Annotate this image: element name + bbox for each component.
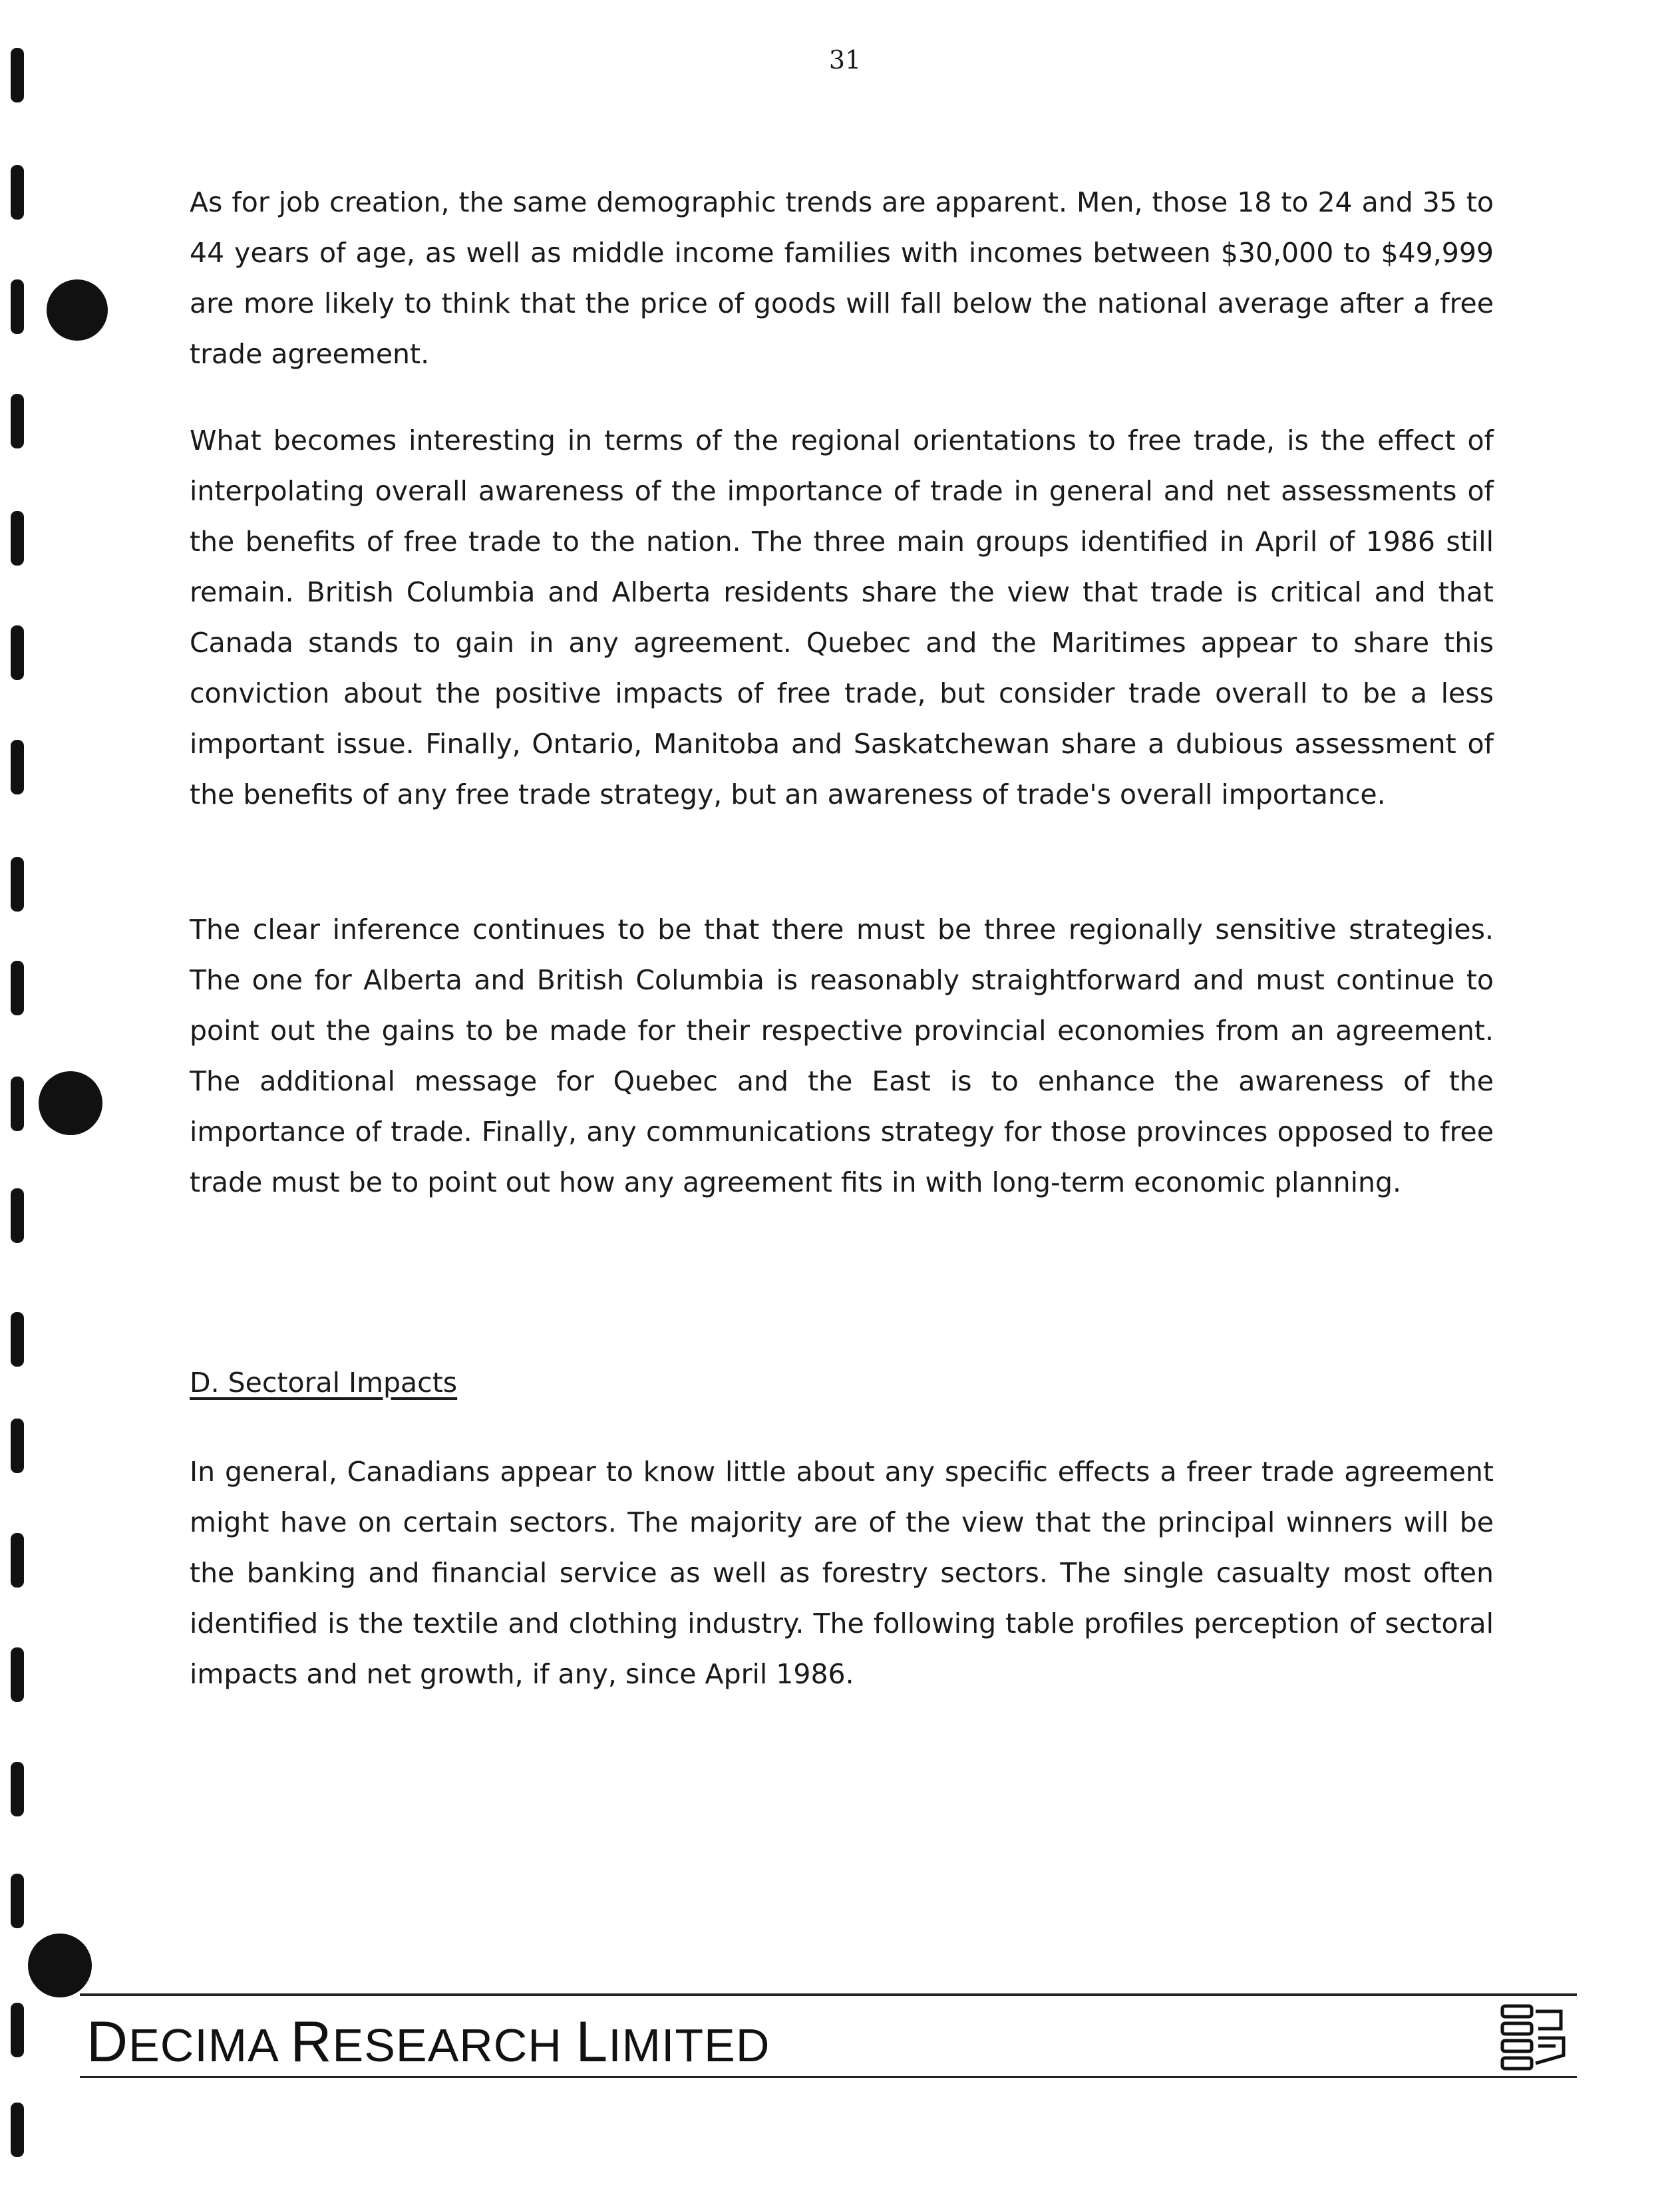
punch-hole: [28, 1934, 92, 1997]
page-number: 31: [828, 45, 862, 75]
binder-mark: [11, 165, 24, 220]
binder-mark: [11, 1647, 24, 1702]
binder-mark: [11, 1533, 24, 1588]
binder-mark: [11, 1762, 24, 1816]
binder-mark: [11, 1874, 24, 1928]
binder-mark: [11, 2003, 24, 2057]
punch-hole: [47, 279, 108, 341]
binder-mark: [11, 279, 24, 334]
binder-mark: [11, 1419, 24, 1473]
footer-rule-bottom: [80, 2076, 1577, 2078]
binder-mark: [11, 1077, 24, 1131]
punch-hole: [39, 1071, 102, 1135]
binder-mark: [11, 1312, 24, 1367]
body-paragraph: In general, Canadians appear to know little about any specific effects a freer trade agreement might have on certain sectors. The majority are of the view that the principal winners will be the banking and financial service as well as forestry sectors. The single casualty most often identified is the textile and clothing industry. The following table profiles perception of sectoral impacts and net growth, if any, since April 1986.: [190, 1456, 1494, 1690]
body-paragraph: What becomes interesting in terms of the regional orientations to free trade, is the effect of interpolating overall awareness of the importance of trade in general and net assessments of the benefits of free trade to the nation. The three main groups identified in April of 1986 still remain. British Columbia and Alberta residents share the view that trade is critical and that Canada stands to gain in any agreement. Quebec and the Maritimes appear to share this conviction about the positive impacts of free trade, but consider trade overall to be a less important issue. Finally, Ontario, Manitoba and Saskatchewan share a dubious assessment of the benefits of any free trade strategy, but an awareness of trade's overall importance.: [190, 424, 1494, 810]
binder-mark: [11, 48, 24, 102]
footer-rule-top: [80, 1993, 1577, 1996]
binder-mark: [11, 740, 24, 794]
body-paragraph: As for job creation, the same demographic trends are apparent. Men, those 18 to 24 and 35 to 44 years of age, as well as middle income families with incomes between $30,000 to $49,999 are more likely to think that the price of goods will fall below the national average after a free trade agreement.: [190, 186, 1494, 370]
decima-emblem-icon: [1497, 1999, 1570, 2073]
binder-mark: [11, 625, 24, 680]
body-paragraph: The clear inference continues to be that there must be three regionally sensitive strategies. The one for Alberta and British Columbia is reasonably straightforward and must continue to point out the gains to be made for their respective provincial economies from an agreement. The additional message for Quebec and the East is to enhance the awareness of the importance of trade. Finally, any communications strategy for those provinces opposed to free trade must be to point out how any agreement fits in with long-term economic planning.: [190, 914, 1494, 1198]
section-heading: D. Sectoral Impacts: [190, 1367, 458, 1399]
binder-mark: [11, 2103, 24, 2157]
binder-mark: [11, 857, 24, 912]
binder-mark: [11, 394, 24, 448]
binder-mark: [11, 1188, 24, 1243]
binder-mark: [11, 511, 24, 566]
binder-mark: [11, 961, 24, 1015]
company-logo-text: DECIMA RESEARCH LIMITED: [86, 2010, 770, 2074]
